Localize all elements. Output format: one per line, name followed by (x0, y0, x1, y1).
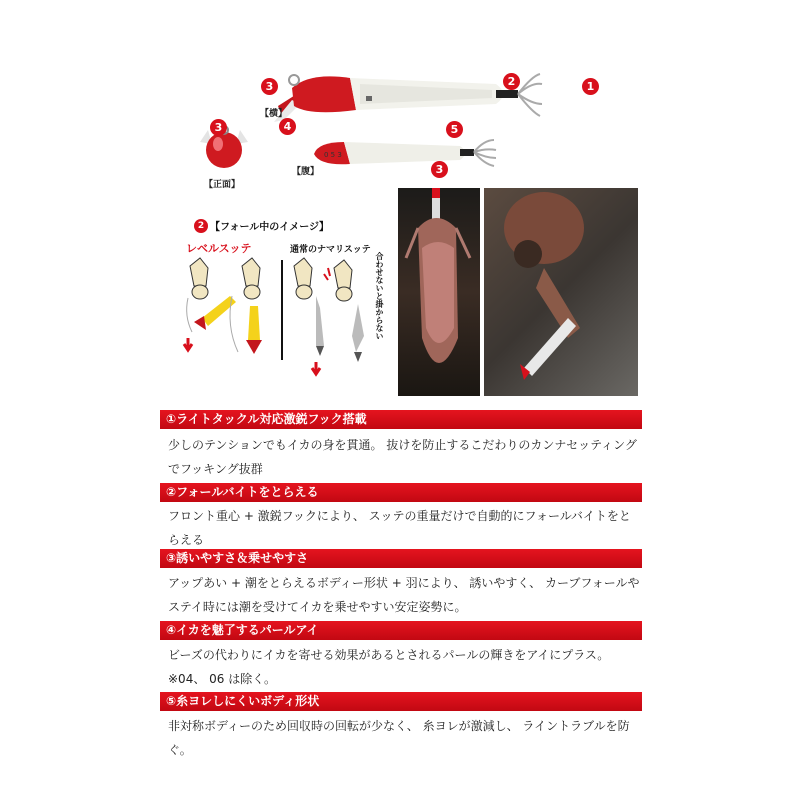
lure-side-view (270, 66, 590, 126)
feature-3-body: アップあい + 潮をとらえるボディー形状 + 羽により、 誘いやすく、 カーブフォールやステイ時には潮を受けてイカを乗せやすい安定姿勢に。 (168, 576, 640, 614)
squid-photo-1 (398, 188, 480, 396)
feature-4-body: ビーズの代わりにイカを寄せる効果があるとされるパールの輝きをアイにプラス。※04、 06 は除く。 (168, 648, 610, 686)
lure-belly-view (310, 136, 500, 170)
product-illustration (150, 60, 630, 190)
belly-view-label: 【腹】 (292, 167, 320, 177)
feature-4-title: ④イカを魅了するパールアイ (160, 621, 642, 640)
level-sutte-title: レベルスッテ (186, 242, 252, 255)
squid-photo-2 (484, 188, 638, 396)
fall-diagram-title: 【フォール中のイメージ】 (210, 222, 329, 233)
callout-side-3: 3 (261, 78, 278, 95)
fall-diagram (182, 216, 392, 396)
feature-5-body: 非対称ボディーのため回収時の回転が少なく、 糸ヨレが激減し、 ライントラブルを防ぐ。 (168, 719, 630, 757)
normal-sutte-title: 通常のナマリスッテ (290, 245, 371, 255)
feature-2-title: ②フォールバイトをとらえる (160, 483, 642, 502)
callout-side-4: 4 (279, 118, 296, 135)
svg-text:0 5 3: 0 5 3 (324, 151, 342, 159)
callout-belly-3: 3 (431, 161, 448, 178)
side-view-label: 【横】 (260, 109, 288, 119)
vertical-note: 合わせないと掛からない (375, 252, 384, 340)
fall-diagram-number: 2 (194, 219, 208, 233)
feature-1-title: ①ライトタックル対応激鋭フック搭載 (160, 410, 642, 429)
callout-side-2: 2 (503, 73, 520, 90)
fall-diagram-art (182, 256, 372, 396)
feature-1-body: 少しのテンションでもイカの身を貫通。 抜けを防止するこだわりのカンナセッティングでフッキング抜群 (168, 438, 637, 476)
feature-3-title: ③誘いやすさ＆乗せやすさ (160, 549, 642, 568)
front-view-label: 【正面】 (204, 180, 241, 190)
feature-5-title: ⑤糸ヨレしにくいボディ形状 (160, 692, 642, 711)
callout-side-5: 5 (446, 121, 463, 138)
callout-side-1: 1 (582, 78, 599, 95)
feature-2-body: フロント重心 + 激鋭フックにより、 スッテの重量だけで自動的にフォールバイトをとらえる (168, 509, 631, 547)
callout-front-3: 3 (210, 119, 227, 136)
